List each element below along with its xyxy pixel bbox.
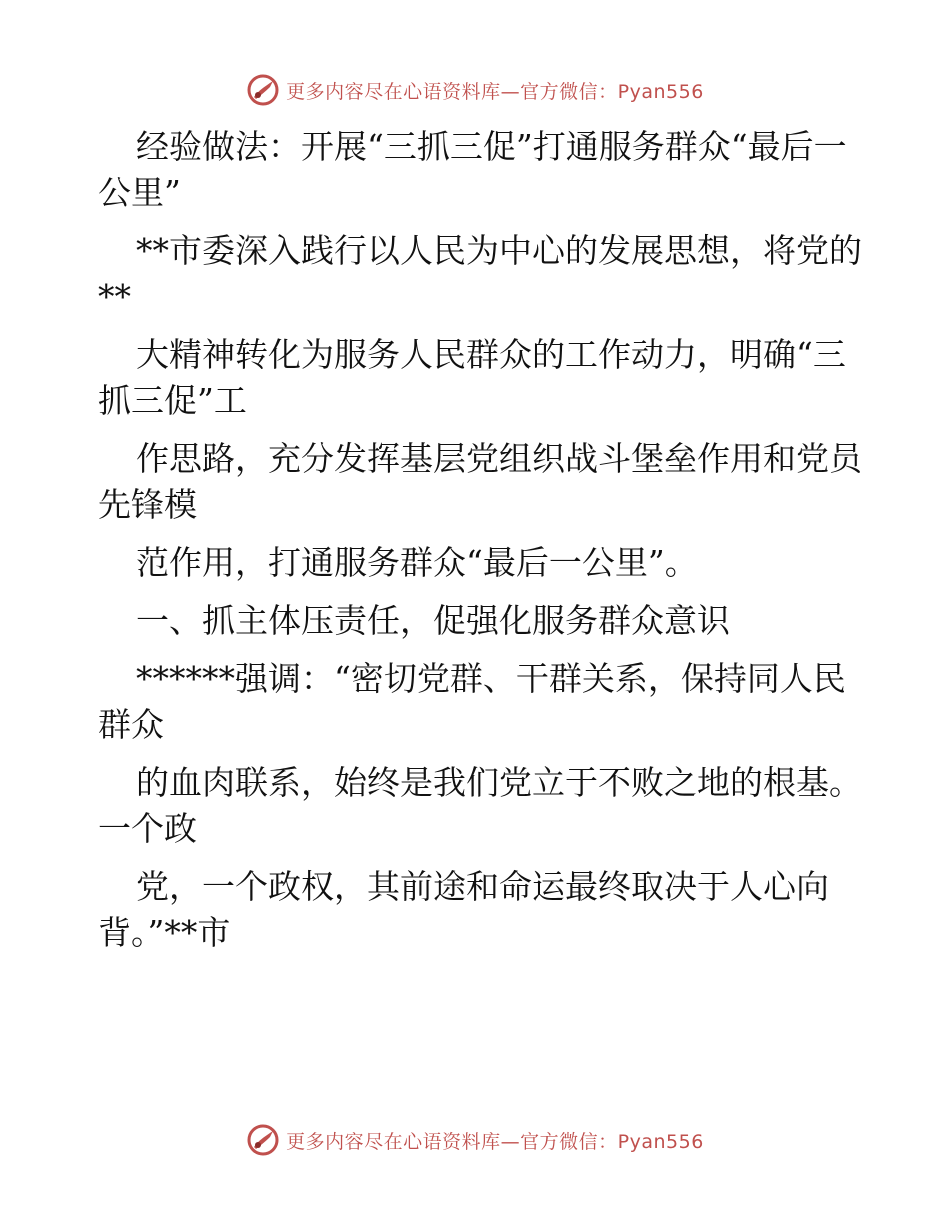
footer-banner-text: 更多内容尽在心语资料库—官方微信：Pyan556 (286, 1130, 704, 1153)
paragraph: 党，一个政权，其前途和命运最终取决于人心向背。”**市 (98, 867, 829, 952)
paragraph: 大精神转化为服务人民群众的工作动力，明确“三抓三促”工 (98, 335, 846, 420)
paragraph: 的血肉联系，始终是我们党立于不败之地的根基。一个政 (98, 763, 862, 848)
header-banner-text: 更多内容尽在心语资料库—官方微信：Pyan556 (286, 80, 704, 103)
section-heading: 一、抓主体压责任，促强化服务群众意识 (136, 601, 730, 640)
footer-banner (0, 1120, 950, 1160)
paragraph-title: 经验做法：开展“三抓三促”打通服务群众“最后一公里” (98, 127, 847, 212)
paragraph: ******强调：“密切党群、干群关系，保持同人民群众 (98, 659, 846, 744)
document-body (98, 124, 868, 968)
paragraph: 范作用，打通服务群众“最后一公里”。 (136, 543, 698, 582)
paragraph: **市委深入践行以人民为中心的发展思想，将党的** (98, 231, 862, 316)
brush-logo-icon (246, 1123, 280, 1157)
brush-logo-icon (246, 73, 280, 107)
paragraph: 作思路，充分发挥基层党组织战斗堡垒作用和党员先锋模 (98, 439, 862, 524)
header-banner (0, 70, 950, 110)
